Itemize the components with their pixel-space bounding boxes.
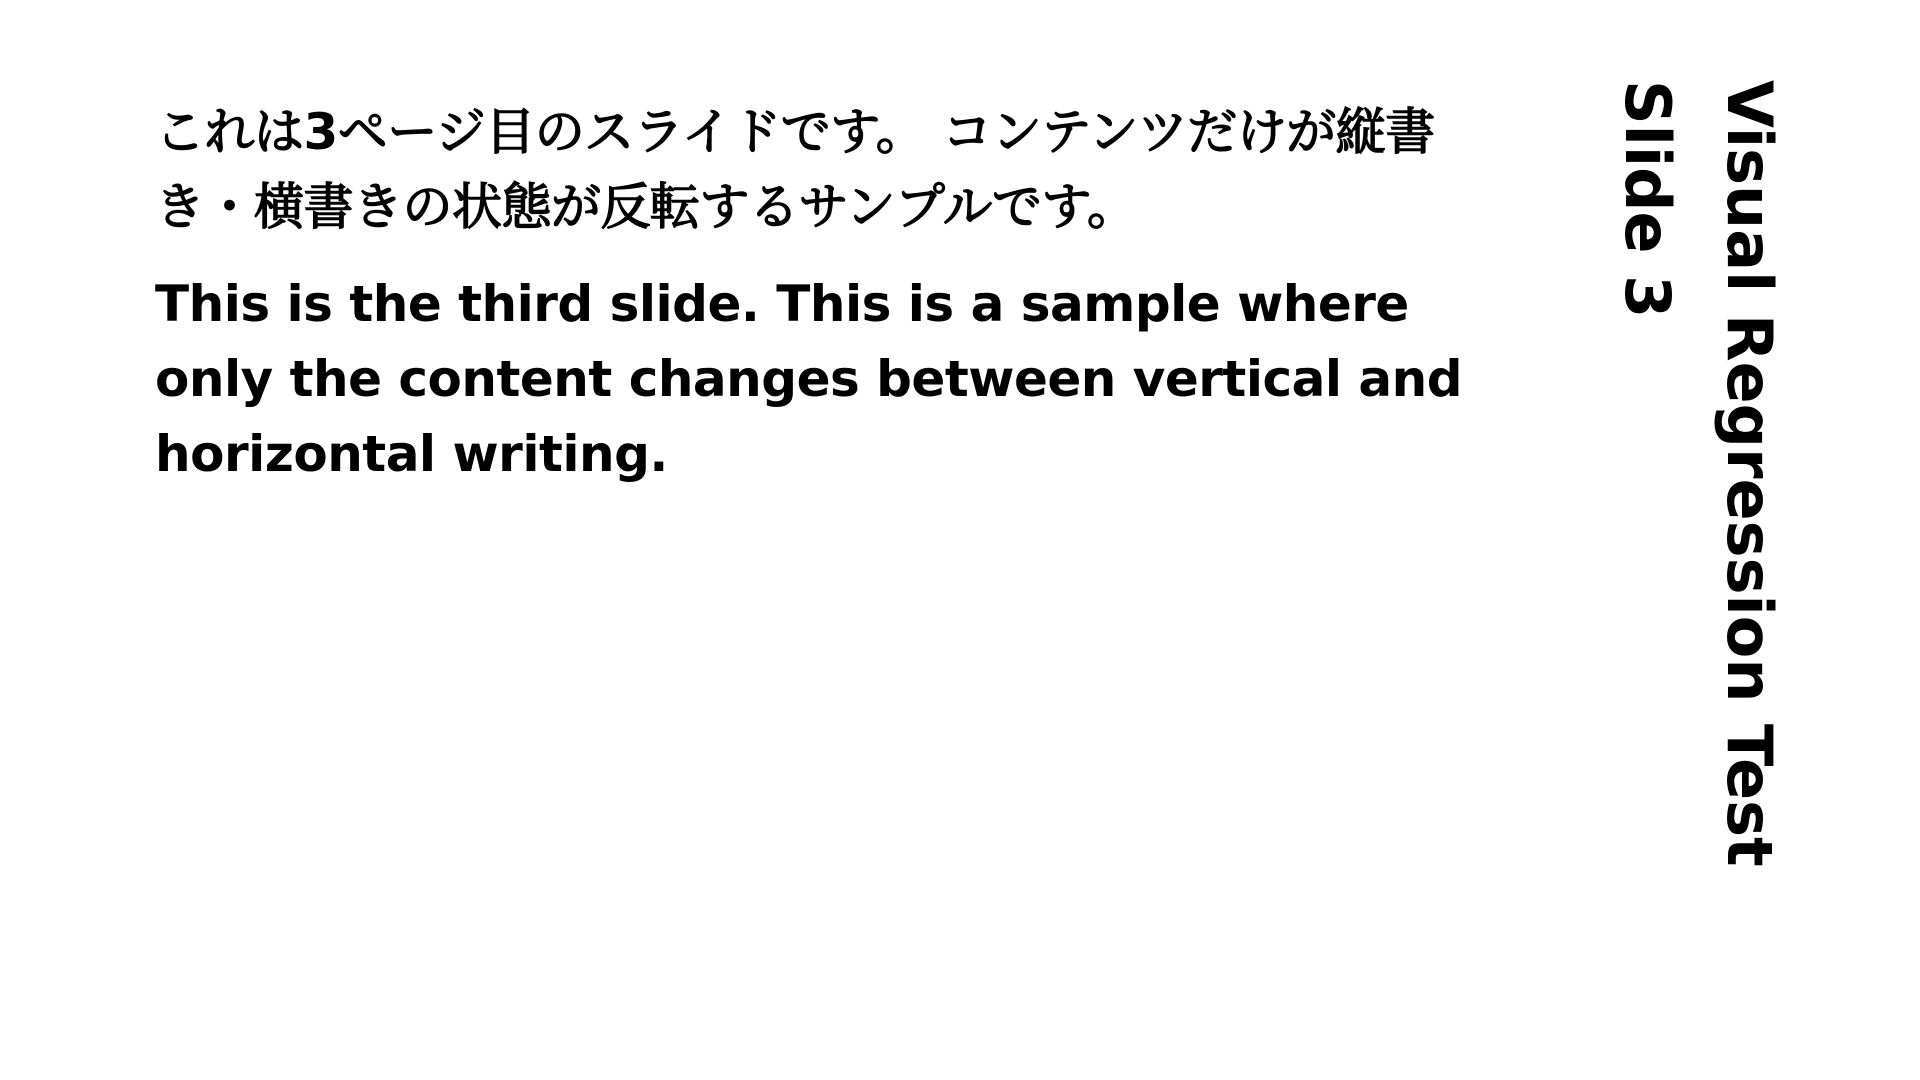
slide-title: Visual Regression Test <box>1713 80 1786 867</box>
slide-subtitle: Slide 3 <box>1611 80 1684 319</box>
slide-heading <box>1596 80 1800 900</box>
japanese-paragraph: これは3ページ目のスライドです。 コンテンツだけが縦書き・横書きの状態が反転するサンプルです。 <box>155 103 1435 236</box>
slide-content <box>155 95 1505 514</box>
english-paragraph: This is the third slide. This is a sample where only the content changes between vertical and horizontal writing. <box>155 275 1463 483</box>
